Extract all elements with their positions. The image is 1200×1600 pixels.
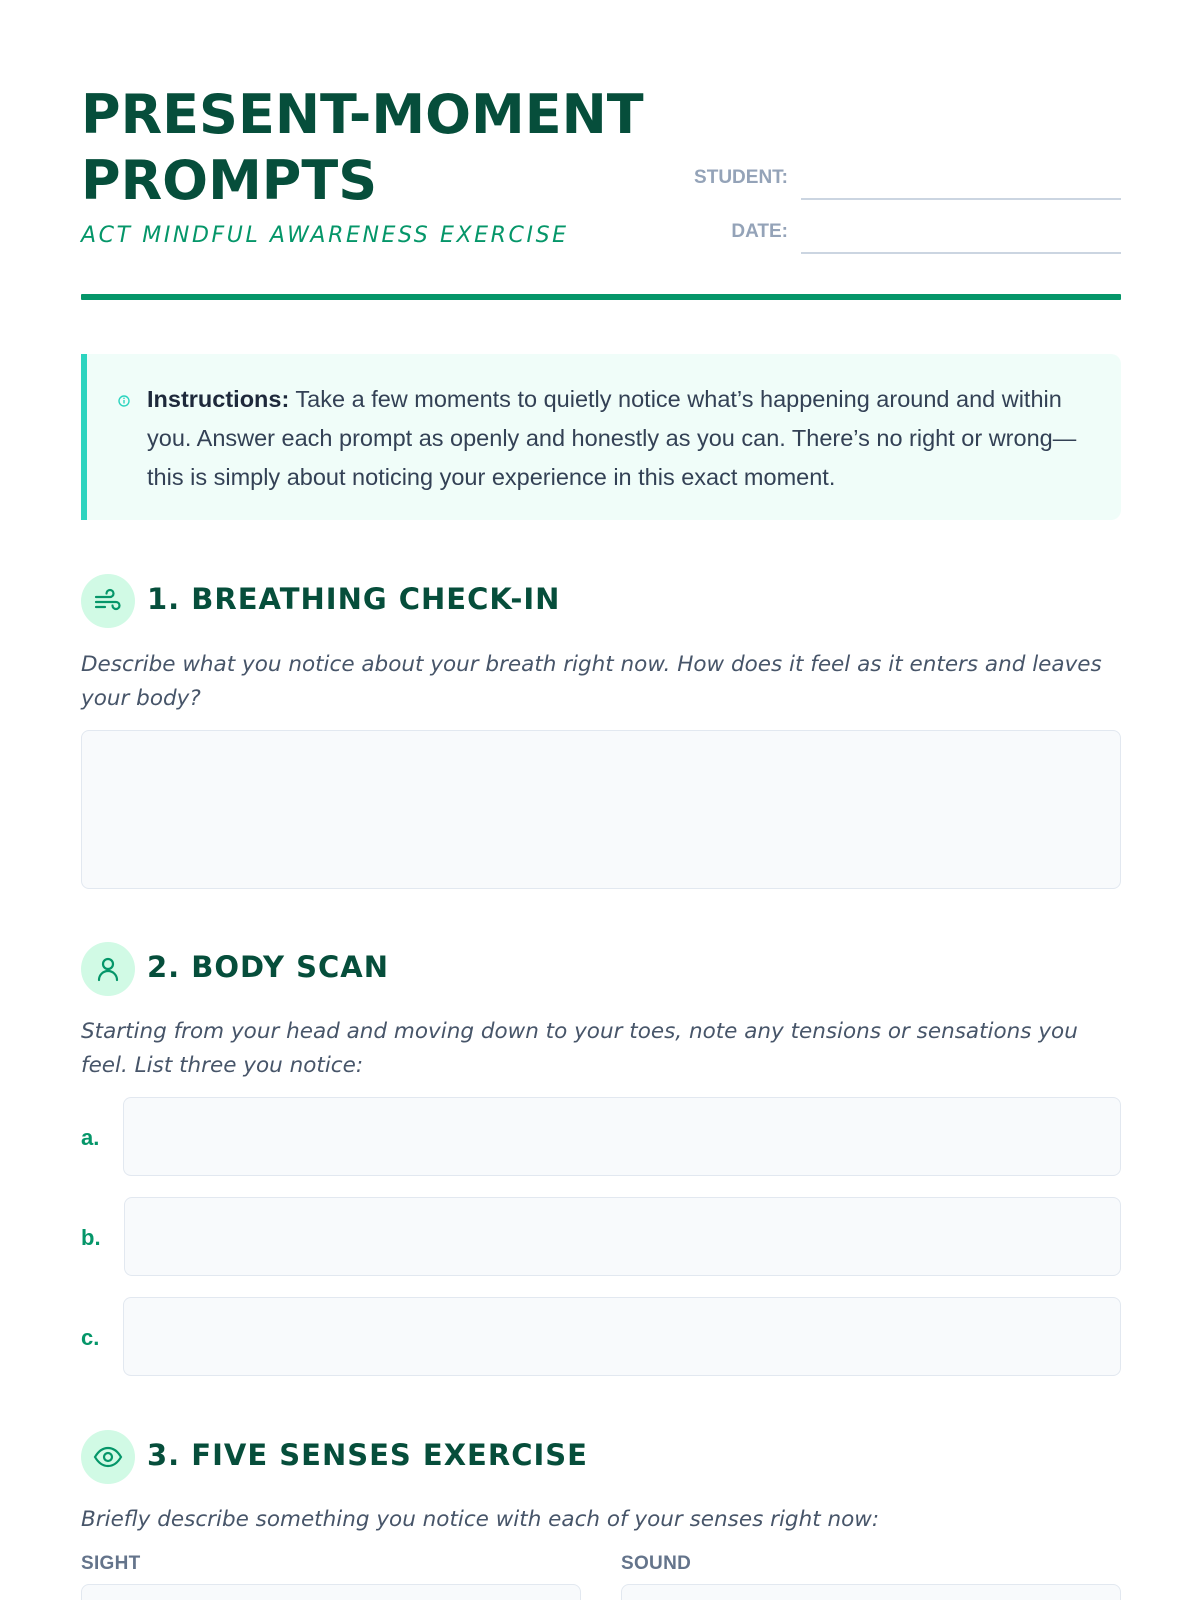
sense-label-sight: SIGHT — [81, 1553, 141, 1574]
header-divider — [81, 294, 1121, 300]
wind-icon — [92, 585, 124, 617]
sight-answer-box[interactable] — [81, 1584, 581, 1600]
instructions-callout — [81, 354, 1121, 520]
section-1-prompt: Describe what you notice about your breath right now. How does it feel as it enters and leaves your body? — [81, 652, 1102, 711]
section-3-title: 3. FIVE SENSES EXERCISE — [147, 1438, 588, 1472]
section-2-title: 2. BODY SCAN — [147, 950, 389, 984]
body-scan-answer-b[interactable] — [124, 1197, 1121, 1276]
sound-answer-box[interactable] — [621, 1584, 1121, 1600]
sense-label-sound: SOUND — [621, 1553, 692, 1574]
section-2-icon-badge — [81, 942, 135, 996]
page-subtitle: ACT MINDFUL AWARENESS EXERCISE — [81, 223, 569, 248]
info-icon — [117, 394, 131, 408]
body-scan-letter-c: c. — [81, 1325, 100, 1350]
instructions-body: Take a few moments to quietly notice what’s happening around and within you. Answer each prompt as openly and honestly as you can. There’s no right or wrong—this is simply about noticing your experience in this exact moment. — [147, 386, 1077, 490]
body-scan-letter-b: b. — [81, 1225, 101, 1250]
page-title — [81, 82, 701, 214]
section-3-icon-badge — [81, 1430, 135, 1484]
eye-icon — [92, 1441, 124, 1473]
instructions-text — [147, 380, 1107, 497]
instructions-lead: Instructions: — [147, 386, 290, 412]
section-2-prompt: Starting from your head and moving down to your toes, note any tensions or sensations you feel. List three you notice: — [81, 1019, 1078, 1078]
body-scan-answer-c[interactable] — [123, 1297, 1121, 1376]
date-label: DATE: — [731, 221, 788, 242]
body-scan-letter-a: a. — [81, 1125, 100, 1150]
breathing-answer-box[interactable] — [81, 730, 1121, 889]
title-line-2: PROMPTS — [81, 149, 378, 212]
date-field[interactable] — [801, 224, 1121, 254]
person-icon — [93, 954, 123, 984]
student-label: STUDENT: — [694, 167, 788, 188]
section-1-icon-badge — [81, 574, 135, 628]
student-field[interactable] — [801, 170, 1121, 200]
title-line-1: PRESENT-MOMENT — [81, 83, 644, 146]
body-scan-answer-a[interactable] — [123, 1097, 1121, 1176]
section-3-prompt: Briefly describe something you notice with each of your senses right now: — [81, 1507, 880, 1532]
section-1-title: 1. BREATHING CHECK-IN — [147, 582, 561, 616]
